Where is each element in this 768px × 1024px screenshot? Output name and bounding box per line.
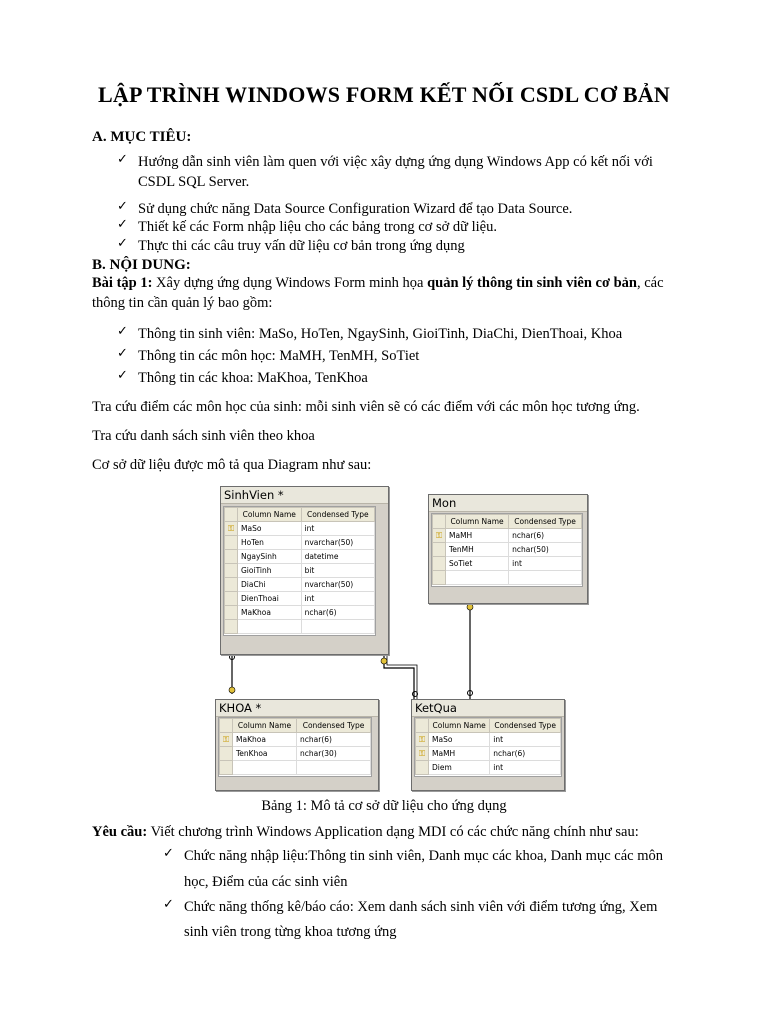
info-item: Thông tin các môn học: MaMH, TenMH, SoTiet	[138, 348, 420, 364]
key-icon: ⚿	[227, 524, 235, 533]
column-type: nchar(30)	[297, 747, 371, 761]
column-name: MaSo	[429, 733, 490, 747]
column-name: DiaChi	[238, 578, 302, 592]
column-type: int	[301, 522, 374, 536]
table-row[interactable]	[416, 761, 561, 775]
table-row[interactable]	[433, 543, 582, 557]
section-a-heading: A. MỤC TIÊU:	[92, 129, 192, 145]
key-icon: ⚿	[418, 735, 426, 744]
table-row-empty[interactable]	[433, 571, 582, 585]
objective-item: CSDL SQL Server.	[138, 174, 250, 190]
column-name: DienThoai	[238, 592, 302, 606]
objective-item: Sử dụng chức năng Data Source Configuration Wizard để tạo Data Source.	[138, 201, 573, 217]
table-title: SinhVien *	[221, 487, 388, 504]
ketqua-table[interactable]	[411, 699, 565, 791]
key-icon: ⚿	[435, 531, 443, 540]
column-type: nchar(6)	[301, 606, 374, 620]
column-name: TenKhoa	[233, 747, 297, 761]
check-mark-icon: ✓	[117, 346, 128, 361]
column-header: Column Name	[429, 719, 490, 733]
requirements-text: Viết chương trình Windows Application dạng MDI có các chức năng chính như sau:	[150, 824, 639, 840]
column-type: nchar(6)	[509, 529, 582, 543]
check-mark-icon: ✓	[163, 897, 174, 912]
table-row-empty[interactable]	[220, 761, 371, 775]
column-type: datetime	[301, 550, 374, 564]
column-name: HoTen	[238, 536, 302, 550]
column-name: SoTiet	[446, 557, 509, 571]
exercise-label: Bài tập 1:	[92, 275, 153, 291]
table-row[interactable]	[416, 733, 561, 747]
column-grid	[431, 513, 583, 587]
column-header: Condensed Type	[301, 508, 374, 522]
column-header: Column Name	[233, 719, 297, 733]
column-type: nchar(50)	[509, 543, 582, 557]
check-mark-icon: ✓	[117, 152, 128, 167]
column-grid	[223, 506, 376, 636]
column-header: Column Name	[446, 515, 509, 529]
key-icon: ⚿	[418, 749, 426, 758]
sinhvien-table[interactable]	[220, 486, 389, 655]
column-grid	[218, 717, 372, 777]
page-title: LẬP TRÌNH WINDOWS FORM KẾT NỐI CSDL CƠ BẢN	[98, 82, 670, 107]
column-grid	[414, 717, 562, 777]
key-icon: ⚿	[222, 735, 230, 744]
table-title: KHOA *	[216, 700, 378, 717]
table-row[interactable]	[225, 550, 375, 564]
check-mark-icon: ✓	[117, 217, 128, 232]
column-header: Condensed Type	[297, 719, 371, 733]
table-row[interactable]	[433, 529, 582, 543]
table-row[interactable]	[225, 536, 375, 550]
column-name: MaKhoa	[233, 733, 297, 747]
table-row[interactable]	[225, 606, 375, 620]
column-header: Column Name	[238, 508, 302, 522]
requirement-item: Chức năng thống kê/báo cáo: Xem danh sách sinh viên với điểm tương ứng, Xem	[184, 899, 658, 915]
table-row[interactable]	[225, 578, 375, 592]
exercise-line-2: thông tin cần quản lý bao gồm:	[92, 295, 273, 311]
column-header: Condensed Type	[509, 515, 582, 529]
column-name: MaMH	[446, 529, 509, 543]
requirement-item: học, Điểm của các sinh viên	[184, 874, 348, 890]
column-name: MaMH	[429, 747, 490, 761]
exercise-text: Xây dựng ứng dụng Windows Form minh họa	[156, 275, 424, 291]
section-b-heading: B. NỘI DUNG:	[92, 257, 191, 273]
table-row[interactable]	[225, 522, 375, 536]
objective-item: Thực thi các câu truy vấn dữ liệu cơ bản trong ứng dụng	[138, 238, 465, 254]
table-row[interactable]	[416, 747, 561, 761]
column-type: nchar(6)	[490, 747, 561, 761]
column-type: int	[301, 592, 374, 606]
column-type: nvarchar(50)	[301, 578, 374, 592]
table-row[interactable]	[220, 733, 371, 747]
column-name: Diem	[429, 761, 490, 775]
requirements-label: Yêu cầu:	[92, 824, 148, 840]
diagram-caption: Bảng 1: Mô tả cơ sở dữ liệu cho ứng dụng	[261, 798, 507, 814]
table-row-empty[interactable]	[225, 620, 375, 634]
column-type: nvarchar(50)	[301, 536, 374, 550]
exercise-emphasis: quản lý thông tin sinh viên cơ bản	[427, 275, 637, 291]
column-name: TenMH	[446, 543, 509, 557]
mon-table[interactable]	[428, 494, 588, 604]
requirements-line	[92, 822, 639, 842]
table-row[interactable]	[433, 557, 582, 571]
column-type: int	[490, 733, 561, 747]
table-title: Mon	[429, 495, 587, 512]
table-title: KetQua	[412, 700, 564, 717]
objective-item: Thiết kế các Form nhập liệu cho các bảng trong cơ sở dữ liệu.	[138, 219, 497, 235]
paragraph: Tra cứu danh sách sinh viên theo khoa	[92, 428, 315, 444]
column-header: Condensed Type	[490, 719, 561, 733]
khoa-table[interactable]	[215, 699, 379, 791]
check-mark-icon: ✓	[117, 368, 128, 383]
info-item: Thông tin sinh viên: MaSo, HoTen, NgaySinh, GioiTinh, DiaChi, DienThoai, Khoa	[138, 326, 623, 342]
column-type: int	[490, 761, 561, 775]
check-mark-icon: ✓	[117, 236, 128, 251]
requirement-item: Chức năng nhập liệu:Thông tin sinh viên, Danh mục các khoa, Danh mục các môn	[184, 848, 663, 864]
column-type: bit	[301, 564, 374, 578]
exercise-text-end: , các	[636, 275, 664, 291]
column-type: nchar(6)	[297, 733, 371, 747]
info-item: Thông tin các khoa: MaKhoa, TenKhoa	[138, 370, 368, 386]
requirement-item: sinh viên trong từng khoa tương ứng	[184, 924, 397, 940]
column-name: MaKhoa	[238, 606, 302, 620]
column-name: MaSo	[238, 522, 302, 536]
objective-item: Hướng dẫn sinh viên làm quen với việc xây dựng ứng dụng Windows App có kết nối với	[138, 154, 653, 170]
check-mark-icon: ✓	[163, 846, 174, 861]
table-row[interactable]	[225, 592, 375, 606]
paragraph: Cơ sở dữ liệu được mô tả qua Diagram như sau:	[92, 457, 372, 473]
column-name: NgaySinh	[238, 550, 302, 564]
column-name: GioiTinh	[238, 564, 302, 578]
column-type: int	[509, 557, 582, 571]
check-mark-icon: ✓	[117, 199, 128, 214]
paragraph: Tra cứu điểm các môn học của sinh: mỗi sinh viên sẽ có các điểm với các môn học tương ứng.	[92, 399, 640, 415]
check-mark-icon: ✓	[117, 324, 128, 339]
table-row[interactable]	[220, 747, 371, 761]
table-row[interactable]	[225, 564, 375, 578]
